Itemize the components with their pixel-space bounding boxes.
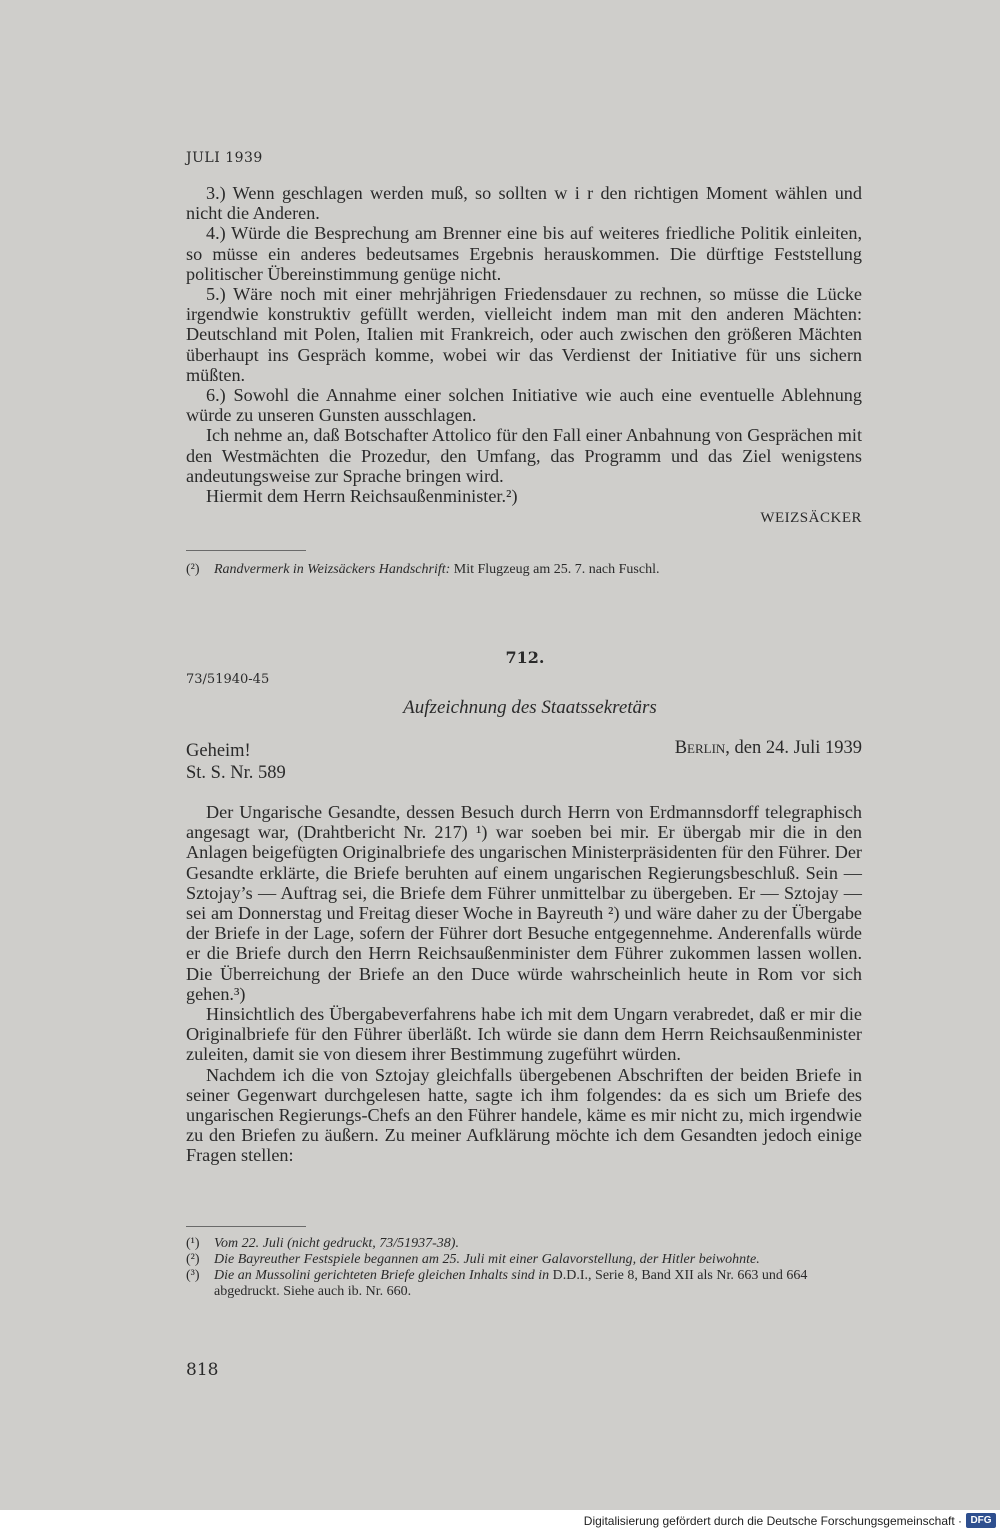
footer-credit: Digitalisierung gefördert durch die Deutsche Forschungsgemeinschaft · <box>583 1514 962 1528</box>
footnote-italic-text: Randvermerk in Weizsäckers Handschrift: <box>214 562 451 577</box>
footnote <box>186 1268 870 1300</box>
classification: Geheim! <box>186 741 251 761</box>
place-date <box>560 738 862 759</box>
date: , den 24. Juli 1939 <box>725 738 862 758</box>
footnote-italic-text: Vom 22. Juli (nicht gedruckt, 73/51937-38). <box>214 1236 459 1251</box>
upper-footnotes <box>186 562 870 578</box>
running-head: JULI 1939 <box>186 150 263 166</box>
classification-block <box>186 740 286 784</box>
footnote-number: (²) <box>186 562 200 577</box>
footnote-divider <box>186 1226 306 1227</box>
digitization-footer <box>0 1510 1000 1532</box>
footnote-italic-text: Die Bayreuther Festspiele begannen am 25. Juli mit einer Galavorstellung, der Hitler beiwohnte. <box>214 1252 760 1267</box>
footnote-text: D.D.I., Serie 8, Band XII als Nr. 663 und 664 abgedruckt. Siehe auch ib. Nr. 660. <box>214 1268 808 1299</box>
paragraph: Hinsichtlich des Übergabeverfahrens habe ich mit dem Ungarn verabredet, daß er mir die Originalbriefe für den Führer überläßt. Ich würde sie dann dem Herrn Reichsaußenminister zuleiten, damit sie von diesem ihrer Bestimmung zugeführt würden. <box>186 1004 862 1065</box>
paragraph: Nachdem ich die von Sztojay gleichfalls übergebenen Abschriften der beiden Briefe in seiner Gegenwart durchgelesen hatte, sagte ich ihm folgendes: da es sich um Briefe des ungarischen Regierungs-Chefs an den Führer handele, käme es mir nicht zu, mich irgendwie zu den Briefen zu äußern. Zu meiner Aufklärung möchte ich dem Gesandten jedoch einige Fragen stellen: <box>186 1064 862 1166</box>
paragraph: 6.) Sowohl die Annahme einer solchen Initiative wie auch eine eventuelle Ablehnung würde zu unseren Gunsten ausschlagen. <box>186 385 862 426</box>
footnote <box>186 1252 870 1268</box>
footnote <box>186 1236 870 1252</box>
footnote <box>186 562 870 578</box>
document-footnotes <box>186 1236 870 1300</box>
paragraph: Der Ungarische Gesandte, dessen Besuch durch Herrn von Erdmannsdorff telegraphisch angesagt war, (Drahtbericht Nr. 217) ¹) war soeben bei mir. Er übergab mir die in den Anlagen beigefügten Originalbriefe des ungarischen Ministerpräsidenten für den Führer. Der Gesandte erklärte, die Briefe beruhten auf einem ungarischen Regierungsbeschluß. Sein — Sztojay’s — Auftrag sei, die Briefe dem Führer unmittelbar zu übergeben. Er — Sztojay — sei am Donnerstag und Freitag dieser Woche in Bayreuth ²) und wäre daher zu der Übergabe der Briefe in der Lage, sofern der Führer dort Besuche entgegennehme. Anderenfalls würde er die Briefe durch den Herrn Reichsaußenminister dem Führer zukommen lassen wollen. Die Überreichung der Briefe an den Duce würde wahrscheinlich heute in Rom vor sich gehen.³) <box>186 802 862 1004</box>
signature: WEIZSÄCKER <box>760 510 862 526</box>
footnote-text: Mit Flugzeug am 25. 7. nach Fuschl. <box>450 562 660 577</box>
paragraph: 3.) Wenn geschlagen werden muß, so sollten w i r den richtigen Moment wählen und nicht die Anderen. <box>186 183 862 224</box>
document-number: 712. <box>505 648 545 667</box>
dfg-logo-icon: DFG <box>966 1513 996 1528</box>
file-number: 73/51940-45 <box>186 672 270 687</box>
footnote-number: (³) <box>186 1268 200 1283</box>
place: Berlin <box>674 738 726 758</box>
upper-body-text <box>186 183 862 506</box>
paragraph: Hiermit dem Herrn Reichsaußenminister.²) <box>206 486 518 507</box>
footnote-number: (²) <box>186 1252 200 1267</box>
paragraph: 4.) Würde die Besprechung am Brenner eine bis auf weiteres friedliche Politik einleiten, so müsse ein anderes bedeutsames Ergebnis herauskommen. Die dürftige Feststellung politischer Übereinstimmung genüge nicht. <box>186 223 862 284</box>
document-title: Aufzeichnung des Staatssekretärs <box>403 697 657 718</box>
footnote-divider <box>186 550 306 551</box>
reference-number: St. S. Nr. 589 <box>186 763 286 783</box>
footnote-number: (¹) <box>186 1236 200 1251</box>
page-number: 818 <box>186 1360 219 1380</box>
footnote-italic-text: Die an Mussolini gerichteten Briefe gleichen Inhalts sind in <box>214 1268 550 1283</box>
paragraph: Ich nehme an, daß Botschafter Attolico für den Fall einer Anbahnung von Gesprächen mit den Westmächten die Prozedur, den Umfang, das Programm und das Ziel wenigstens andeutungsweise zur Sprache bringen wird. <box>186 425 862 486</box>
paragraph: 5.) Wäre noch mit einer mehrjährigen Friedensdauer zu rechnen, so müsse die Lücke irgendwie konstruktiv gefüllt werden, vielleicht indem man mit den anderen Mächten: Deutschland mit Polen, Italien mit Frankreich, oder auch zwischen den größeren Mächten überhaupt ins Gespräch komme, wobei wir das Verdienst der Initiative für uns sichern müßten. <box>186 284 862 385</box>
document-body-text <box>186 802 862 1166</box>
